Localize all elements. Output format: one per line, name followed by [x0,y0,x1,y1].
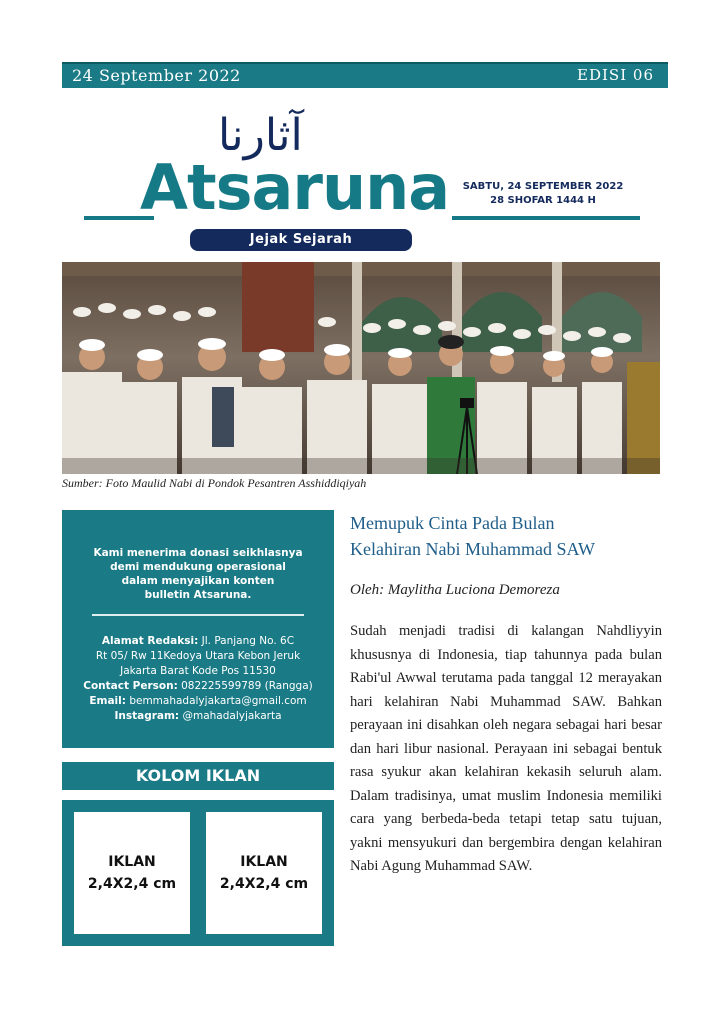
donation-intro-line: bulletin Atsaruna. [144,589,252,601]
article-author: Oleh: Maylitha Luciona Demoreza [350,582,560,598]
address-line: Rt 05/ Rw 11Kedoya Utara Kebon Jeruk [95,650,301,662]
arabic-logo-text: آثارنا [218,110,303,161]
email-value: bemmahadalyjakarta@gmail.com [129,695,307,707]
masthead-rule-right [452,216,640,220]
instagram-label: Instagram: [114,710,180,722]
donation-intro-line: Kami menerima donasi seikhlasnya [93,547,303,559]
article-title-line: Memupuk Cinta Pada Bulan [350,513,555,533]
hijri-date: 28 SHOFAR 1444 H [490,195,596,206]
donation-intro-line: demi mendukung operasional [110,561,286,573]
ad-slot-2 [206,812,322,934]
ad-slot-1 [74,812,190,934]
address-value: Jl. Panjang No. 6C [201,635,295,647]
ads-panel [62,800,334,946]
article-title [350,510,660,562]
contact-value: 082225599789 (Rangga) [181,680,313,692]
instagram-line [62,709,334,724]
address-line: Jakarta Barat Kode Pos 11530 [120,665,276,677]
donation-intro-line: dalam menyajikan konten [121,575,275,587]
contact-info [62,634,334,724]
masthead-title: Atsaruna [140,151,450,224]
article-title-line: Kelahiran Nabi Muhammad SAW [350,539,595,559]
article-body: Sudah menjadi tradisi di kalangan Nahdliyyin khususnya di Indonesia, tiap tahunnya pada bulan Rabi'ul Awwal terutama pada tanggal 12 merayakan hari kelahiran Nabi Muhammad SAW. Bahkan perayaan ini disahkan oleh negara sebagai hari besar dan hari libur nasional. Perayaan ini sebagai bentuk rasa syukur akan kelahiran kekasih seluruh alam. Dalam tradisinya, umat muslim Indonesia memiliki cara yang berbeda-beda tetapi tetap satu tujuan, yakni mensyukuri dan bergembira dengan kelahiran Nabi Agung Muhammad SAW. [350,623,662,874]
ad-label: IKLAN [240,854,288,870]
gregorian-date: SABTU, 24 SEPTEMBER 2022 [462,181,624,192]
photo-caption: Sumber: Foto Maulid Nabi di Pondok Pesantren Asshiddiqiyah [62,476,367,490]
ads-header: KOLOM IKLAN [62,762,334,790]
donation-panel [62,510,334,748]
contact-label: Contact Person: [83,680,178,692]
ad-size: 2,4X2,4 cm [87,876,177,892]
instagram-value: @mahadalyjakarta [182,710,282,722]
contact-person-line [62,679,334,694]
ad-label: IKLAN [108,854,156,870]
tagline-badge: Jejak Sejarah [190,229,412,251]
donation-divider [92,614,304,616]
email-label: Email: [89,695,126,707]
address-line [62,634,334,649]
issue-date: 24 September 2022 [72,66,241,85]
email-line [62,694,334,709]
crowd-photo-illustration [62,262,660,474]
edition-number: EDISI 06 [577,66,654,84]
header-bar [62,62,668,88]
publication-date [458,180,628,208]
address-label: Alamat Redaksi: [101,635,199,647]
cover-photo [62,262,660,474]
ad-size: 2,4X2,4 cm [219,876,309,892]
donation-intro [62,546,334,602]
